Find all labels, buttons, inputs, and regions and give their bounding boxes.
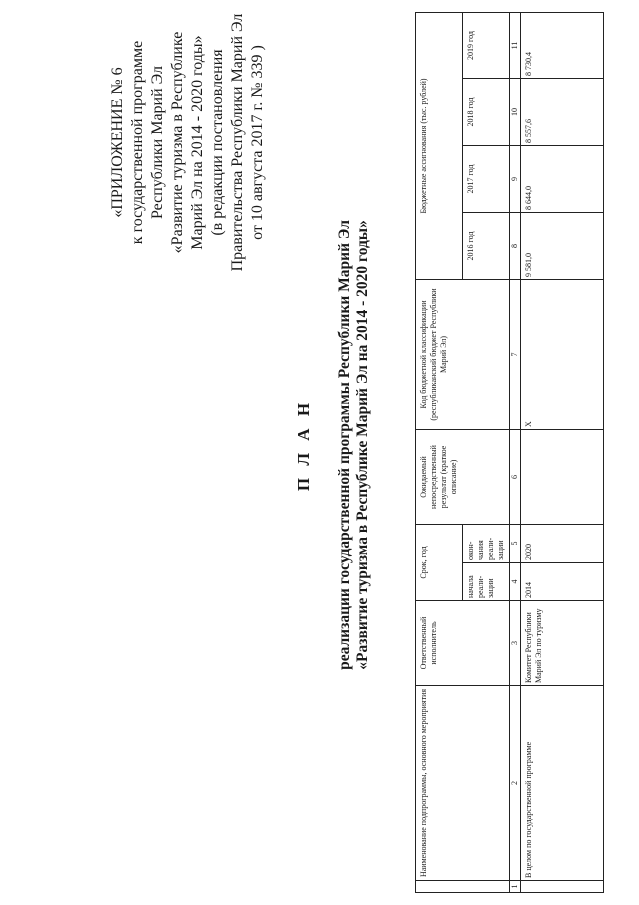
column-number: 11	[510, 12, 521, 78]
header-name: Наименование подпрограммы, основного мероприятия	[416, 686, 510, 881]
column-number: 3	[510, 601, 521, 686]
plan-table	[415, 12, 604, 893]
header-year-2016: 2016 год	[463, 213, 510, 280]
column-number: 9	[510, 146, 521, 213]
table-row	[521, 12, 604, 892]
row-start-year: 2014	[521, 563, 604, 601]
header-index	[416, 881, 510, 893]
header-year-2018: 2018 год	[463, 79, 510, 146]
row-index	[521, 881, 604, 893]
row-value-2019: 8 730,4	[521, 12, 604, 78]
column-number: 7	[510, 280, 521, 430]
header-budget: Бюджетные ассигнования (тыс. рублей)	[416, 12, 463, 279]
document-title: П Л А Н	[294, 398, 313, 492]
row-end-year: 2020	[521, 525, 604, 563]
row-result	[521, 430, 604, 525]
appendix-line: Правительства Республики Марий Эл	[229, 13, 246, 272]
column-number: 5	[510, 525, 521, 563]
column-number: 4	[510, 563, 521, 601]
header-result: Ожидаемый непосредственный результат (краткое описание)	[416, 430, 510, 525]
column-number: 8	[510, 213, 521, 280]
header-executor: Ответственный исполнитель	[416, 601, 510, 686]
row-code: X	[521, 280, 604, 430]
header-term-end: окон-чания реали-зации	[463, 525, 510, 563]
header-code: Код бюджетной классификации (республиканский бюджет Республики Марий Эл)	[416, 280, 510, 430]
appendix-line: Республики Марий Эл	[149, 65, 166, 220]
column-number: 2	[510, 686, 521, 881]
appendix-line: к государственной программе	[129, 40, 146, 245]
appendix-line: «Развитие туризма в Республике	[169, 31, 186, 254]
appendix-note	[108, 0, 268, 285]
row-name: В целом по государственной программе	[521, 686, 604, 881]
header-year-2017: 2017 год	[463, 146, 510, 213]
column-number: 10	[510, 79, 521, 146]
header-term: Срок, год	[416, 525, 463, 601]
row-executor: Комитет Республики Марий Эл по туризму	[521, 601, 604, 686]
header-year-2019: 2019 год	[463, 12, 510, 78]
appendix-line: «ПРИЛОЖЕНИЕ № 6	[109, 67, 126, 218]
column-number: 6	[510, 430, 521, 525]
row-value-2017: 8 644,0	[521, 146, 604, 213]
row-value-2018: 8 557,6	[521, 79, 604, 146]
document-subtitle-line-2: «Развитие туризма в Республике Марий Эл на 2014 - 2020 годы»	[354, 220, 371, 670]
appendix-line: от 10 августа 2017 г. № 339 )	[249, 45, 266, 240]
header-term-start: начала реали-зации	[463, 563, 510, 601]
document-subtitle-line-1: реализации государственной программы Республики Марий Эл	[336, 220, 353, 670]
appendix-line: Марий Эл на 2014 - 2020 годы»	[189, 35, 206, 250]
row-value-2016: 9 581,0	[521, 213, 604, 280]
column-number: 1	[510, 881, 521, 893]
appendix-line: (в редакции постановления	[209, 49, 226, 236]
